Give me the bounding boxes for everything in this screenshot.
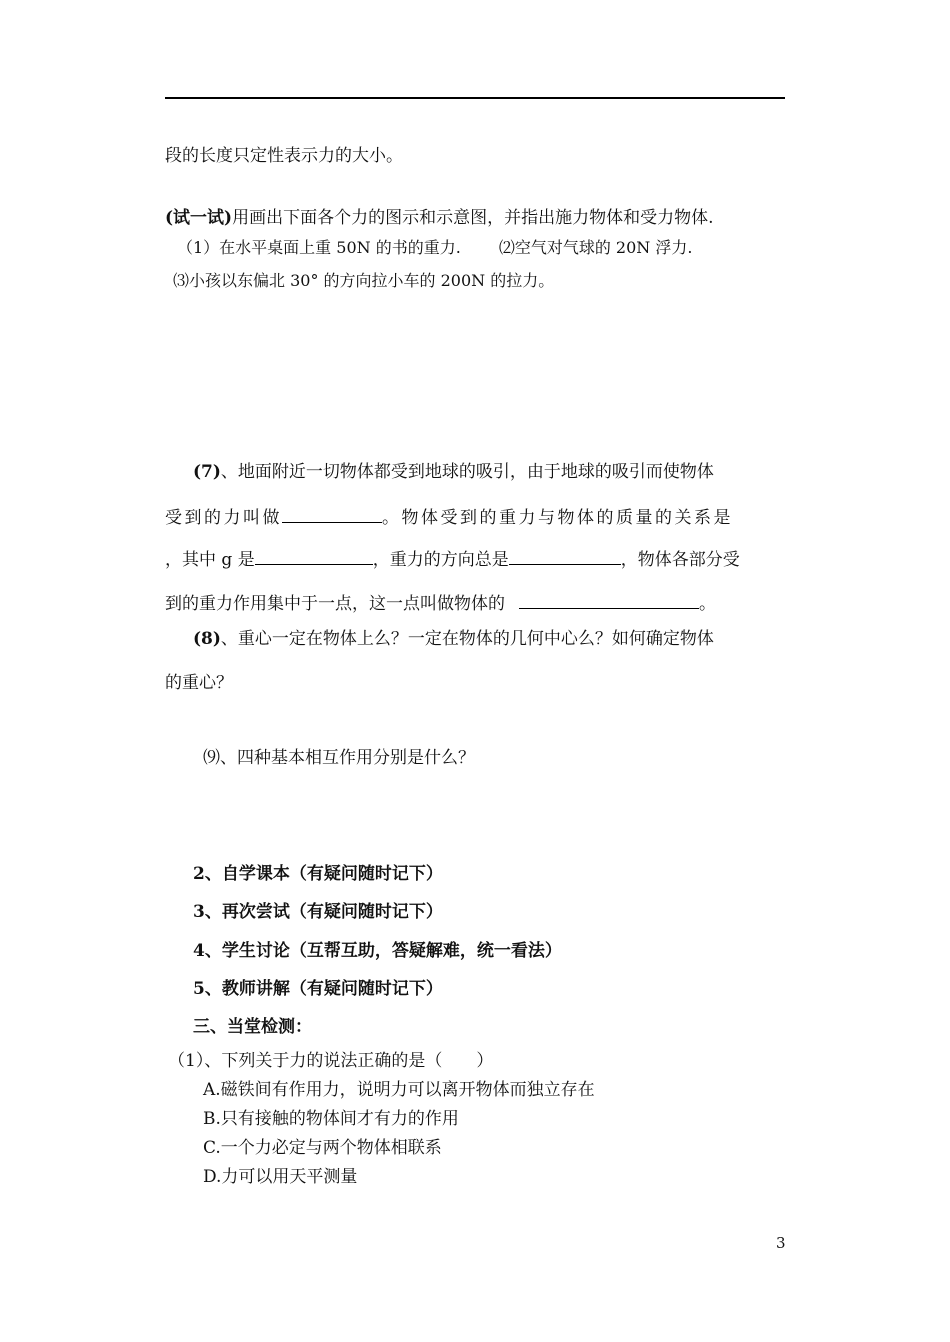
q7-text-3b: ，重力的方向总是	[372, 550, 509, 570]
quiz-option-c: C.一个力必定与两个物体相联系	[203, 1138, 442, 1158]
q8-line-1	[193, 628, 714, 650]
step-3: 3、再次尝试（有疑问随时记下）	[193, 902, 443, 922]
blank-g-meaning[interactable]	[255, 547, 373, 565]
try-item-3: ⑶小孩以东偏北 30° 的方向拉小车的 200N 的拉力。	[173, 271, 555, 290]
step-4: 4、学生讨论（互帮互助，答疑解难，统一看法）	[193, 941, 562, 961]
q7-text-4a: 到的重力作用集中于一点，这一点叫做物体的	[165, 594, 505, 614]
step-2: 2、自学课本（有疑问随时记下）	[193, 864, 443, 884]
q7-text-2a: 受到的力叫做	[165, 508, 282, 528]
quiz-option-d: D.力可以用天平测量	[203, 1167, 358, 1187]
blank-gravity-name[interactable]	[282, 505, 382, 523]
q7-line-3	[165, 547, 740, 571]
q8-label: (8)	[193, 629, 221, 649]
q7-label: (7)	[193, 462, 221, 482]
section-3-heading: 三、当堂检测：	[193, 1017, 312, 1037]
q7-line-4	[165, 591, 716, 615]
try-text: 用画出下面各个力的图示和示意图，并指出施力物体和受力物体.	[232, 208, 714, 228]
quiz-question: （1）、下列关于力的说法正确的是（ ）	[168, 1051, 494, 1071]
blank-center-of-gravity[interactable]	[519, 591, 699, 609]
q8-line-2: 的重心？	[165, 673, 233, 693]
q7-text-3a: ，其中 g 是	[165, 550, 255, 570]
quiz-option-a: A.磁铁间有作用力，说明力可以离开物体而独立存在	[203, 1080, 595, 1100]
step-5: 5、教师讲解（有疑问随时记下）	[193, 979, 443, 999]
try-item-2: ⑵空气对气球的 20N 浮力.	[498, 238, 693, 257]
q7-text-4b: 。	[699, 594, 716, 614]
q8-text-1: 、重心一定在物体上么？一定在物体的几何中心么？如何确定物体	[220, 629, 714, 649]
try-label: (试一试)	[165, 208, 233, 228]
q7-text-1: 、地面附近一切物体都受到地球的吸引，由于地球的吸引而使物体	[220, 462, 714, 482]
q7-text-3c: ，物体各部分受	[620, 550, 740, 570]
header-rule	[165, 97, 785, 99]
q9-text: ⑼、四种基本相互作用分别是什么？	[203, 748, 475, 768]
try-items-line	[177, 237, 692, 259]
blank-gravity-direction[interactable]	[509, 547, 621, 565]
q7-line-2	[165, 505, 733, 529]
try-paragraph	[165, 207, 714, 229]
top-text: 段的长度只定性表示力的大小。	[165, 146, 403, 166]
quiz-option-b: B.只有接触的物体间才有力的作用	[203, 1109, 459, 1129]
try-item-1: （1）在水平桌面上重 50N 的书的重力.	[177, 238, 461, 257]
page-number: 3	[776, 1234, 786, 1252]
q7-text-2b: 。物体受到的重力与物体的质量的关系是	[382, 508, 733, 528]
q7-line-1	[193, 461, 714, 483]
